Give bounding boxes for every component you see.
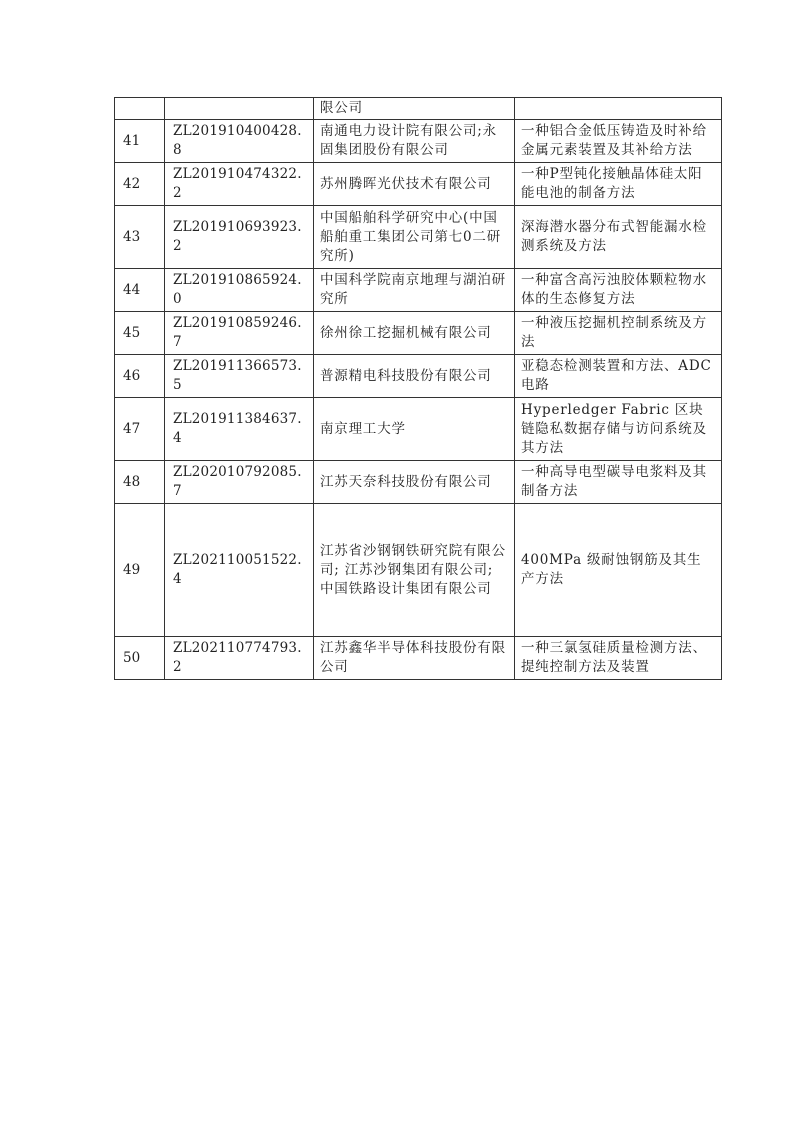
patent-number: ZL201910400428.8 (165, 120, 314, 163)
row-number: 42 (115, 163, 165, 206)
patent-number: ZL201910693923.2 (165, 206, 314, 269)
patent-number: ZL201910474322.2 (165, 163, 314, 206)
patent-holder: 江苏省沙钢钢铁研究院有限公司; 江苏沙钢集团有限公司; 中国铁路设计集团有限公司 (314, 504, 515, 637)
patent-title: 400MPa 级耐蚀钢筋及其生产方法 (515, 504, 722, 637)
row-number: 46 (115, 355, 165, 398)
row-number: 43 (115, 206, 165, 269)
patent-title: 深海潜水器分布式智能漏水检测系统及方法 (515, 206, 722, 269)
patent-title: 一种铝合金低压铸造及时补给金属元素装置及其补给方法 (515, 120, 722, 163)
table-row (115, 206, 722, 269)
patent-title: 亚稳态检测装置和方法、ADC电路 (515, 355, 722, 398)
patent-title: 一种三氯氢硅质量检测方法、提纯控制方法及装置 (515, 637, 722, 680)
patent-holder: 徐州徐工挖掘机械有限公司 (314, 312, 515, 355)
patent-title: 一种P型钝化接触晶体硅太阳能电池的制备方法 (515, 163, 722, 206)
patent-holder: 南通电力设计院有限公司;永固集团股份有限公司 (314, 120, 515, 163)
row-number: 45 (115, 312, 165, 355)
patent-number: ZL201911366573.5 (165, 355, 314, 398)
patent-holder: 中国船舶科学研究中心(中国船舶重工集团公司第七0二研究所) (314, 206, 515, 269)
table-row (115, 398, 722, 461)
patent-title (515, 98, 722, 120)
row-number: 49 (115, 504, 165, 637)
patent-number (165, 98, 314, 120)
patent-holder: 苏州腾晖光伏技术有限公司 (314, 163, 515, 206)
patent-holder: 江苏鑫华半导体科技股份有限公司 (314, 637, 515, 680)
table-row (115, 355, 722, 398)
row-number: 50 (115, 637, 165, 680)
patent-holder: 中国科学院南京地理与湖泊研究所 (314, 269, 515, 312)
patent-title: 一种高导电型碳导电浆料及其制备方法 (515, 461, 722, 504)
table-row (115, 312, 722, 355)
row-number (115, 98, 165, 120)
patent-holder: 南京理工大学 (314, 398, 515, 461)
patent-number: ZL202110774793.2 (165, 637, 314, 680)
patent-title: 一种富含高污浊胶体颗粒物水体的生态修复方法 (515, 269, 722, 312)
table-row (115, 163, 722, 206)
patent-holder: 限公司 (314, 98, 515, 120)
patent-table (114, 97, 722, 680)
patent-holder: 江苏天奈科技股份有限公司 (314, 461, 515, 504)
row-number: 47 (115, 398, 165, 461)
patent-holder: 普源精电科技股份有限公司 (314, 355, 515, 398)
patent-number: ZL201910865924.0 (165, 269, 314, 312)
row-number: 41 (115, 120, 165, 163)
table-row (115, 504, 722, 637)
row-number: 44 (115, 269, 165, 312)
table-row (115, 637, 722, 680)
row-number: 48 (115, 461, 165, 504)
table-row (115, 98, 722, 120)
patent-title: Hyperledger Fabric 区块链隐私数据存储与访问系统及其方法 (515, 398, 722, 461)
patent-title: 一种液压挖掘机控制系统及方法 (515, 312, 722, 355)
patent-number: ZL201911384637.4 (165, 398, 314, 461)
table-row (115, 269, 722, 312)
patent-number: ZL201910859246.7 (165, 312, 314, 355)
patent-number: ZL202010792085.7 (165, 461, 314, 504)
table-row (115, 461, 722, 504)
patent-number: ZL202110051522.4 (165, 504, 314, 637)
table-row (115, 120, 722, 163)
